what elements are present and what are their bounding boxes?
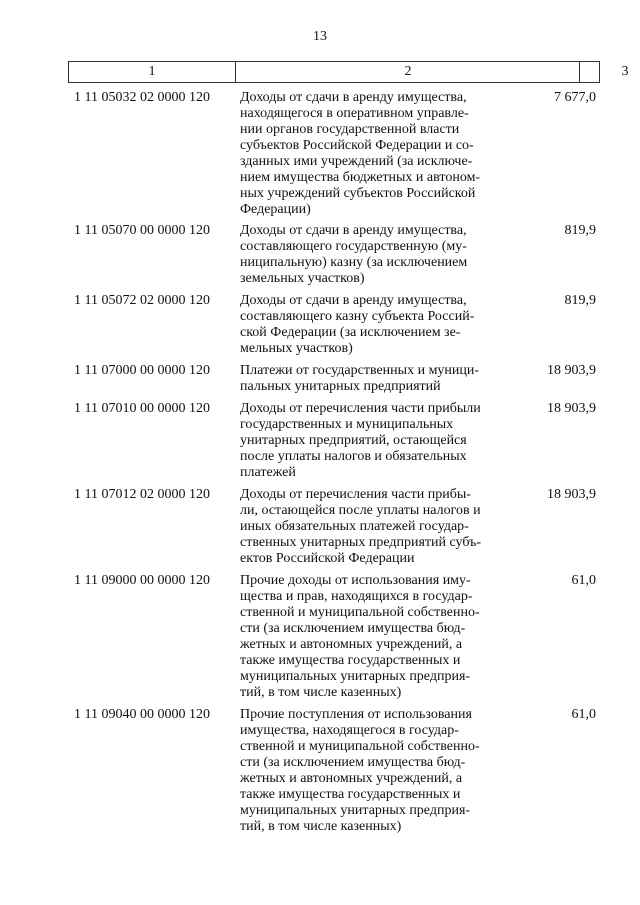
- description-line: также имущества государственных и: [240, 653, 461, 668]
- amount-value: 61,0: [571, 707, 596, 722]
- description-line: ных учреждений субъектов Российской: [240, 186, 476, 201]
- revenue-description: [240, 293, 505, 357]
- description-line: нием имущества бюджетных и автоном-: [240, 170, 481, 185]
- budget-code: 1 11 05072 02 0000 120: [74, 293, 210, 308]
- budget-code: 1 11 07010 00 0000 120: [74, 401, 210, 416]
- amount-value: 18 903,9: [547, 487, 596, 502]
- description-line: ственной и муниципальной собственно-: [240, 739, 480, 754]
- description-line: Доходы от сдачи в аренду имущества,: [240, 90, 467, 105]
- header-col-1: 1: [148, 64, 156, 79]
- description-line: платежей: [240, 465, 296, 480]
- description-line: иных обязательных платежей государ-: [240, 519, 469, 534]
- budget-code: 1 11 07012 02 0000 120: [74, 487, 210, 502]
- amount-value: 18 903,9: [547, 401, 596, 416]
- description-line: государственных и муниципальных: [240, 417, 454, 432]
- description-line: Доходы от сдачи в аренду имущества,: [240, 223, 467, 238]
- description-line: Платежи от государственных и муници-: [240, 363, 480, 378]
- description-line: щества и прав, находящихся в государ-: [240, 589, 473, 604]
- description-line: субъектов Российской Федерации и со-: [240, 138, 474, 153]
- budget-code: 1 11 09000 00 0000 120: [74, 573, 210, 588]
- amount-value: 7 677,0: [554, 90, 596, 105]
- header-col-3: 3: [579, 62, 640, 82]
- table-header: [68, 61, 629, 83]
- description-line: муниципальных унитарных предприя-: [240, 803, 471, 818]
- description-line: сти (за исключением имущества бюд-: [240, 755, 466, 770]
- description-line: Прочие доходы от использования иму-: [240, 573, 471, 588]
- description-line: пальных унитарных предприятий: [240, 379, 441, 394]
- description-line: Федерации): [240, 202, 311, 217]
- budget-code: 1 11 05032 02 0000 120: [74, 90, 210, 105]
- amount-value: 61,0: [571, 573, 596, 588]
- description-line: ли, остающейся после уплаты налогов и: [240, 503, 481, 518]
- description-line: также имущества государственных и: [240, 787, 461, 802]
- description-line: унитарных предприятий, остающейся: [240, 433, 467, 448]
- description-line: тий, в том числе казенных): [240, 685, 402, 700]
- description-line: нии органов государственной власти: [240, 122, 460, 137]
- description-line: Доходы от перечисления части прибыли: [240, 401, 481, 416]
- revenue-description: [240, 363, 505, 395]
- description-line: жетных и автономных учреждений, а: [240, 771, 463, 786]
- description-line: ектов Российской Федерации: [240, 551, 415, 566]
- description-line: зданных ими учреждений (за исключе-: [240, 154, 473, 169]
- page-number: 13: [313, 29, 327, 44]
- revenue-description: [240, 90, 505, 218]
- budget-code: 1 11 05070 00 0000 120: [74, 223, 210, 238]
- description-line: муниципальных унитарных предприя-: [240, 669, 471, 684]
- description-line: ниципальную) казну (за исключением: [240, 255, 468, 270]
- description-line: мельных участков): [240, 341, 353, 356]
- description-line: находящегося в оперативном управле-: [240, 106, 469, 121]
- description-line: ской Федерации (за исключением зе-: [240, 325, 461, 340]
- description-line: Доходы от перечисления части прибы-: [240, 487, 471, 502]
- description-line: сти (за исключением имущества бюд-: [240, 621, 466, 636]
- description-line: жетных и автономных учреждений, а: [240, 637, 463, 652]
- description-line: после уплаты налогов и обязательных: [240, 449, 467, 464]
- revenue-description: [240, 487, 505, 567]
- revenue-description: [240, 401, 505, 481]
- description-line: составляющего государственную (му-: [240, 239, 467, 254]
- amount-value: 819,9: [564, 293, 596, 308]
- amount-value: 819,9: [564, 223, 596, 238]
- header-col-2: 2: [235, 62, 580, 82]
- revenue-description: [240, 573, 505, 701]
- description-line: тий, в том числе казенных): [240, 819, 402, 834]
- budget-code: 1 11 07000 00 0000 120: [74, 363, 210, 378]
- description-line: земельных участков): [240, 271, 365, 286]
- budget-code: 1 11 09040 00 0000 120: [74, 707, 210, 722]
- description-line: Прочие поступления от использования: [240, 707, 472, 722]
- revenue-description: [240, 223, 505, 287]
- description-line: имущества, находящегося в государ-: [240, 723, 459, 738]
- description-line: ственной и муниципальной собственно-: [240, 605, 480, 620]
- amount-value: 18 903,9: [547, 363, 596, 378]
- description-line: составляющего казну субъекта Россий-: [240, 309, 475, 324]
- description-line: Доходы от сдачи в аренду имущества,: [240, 293, 467, 308]
- revenue-description: [240, 707, 505, 835]
- description-line: ственных унитарных предприятий субъ-: [240, 535, 482, 550]
